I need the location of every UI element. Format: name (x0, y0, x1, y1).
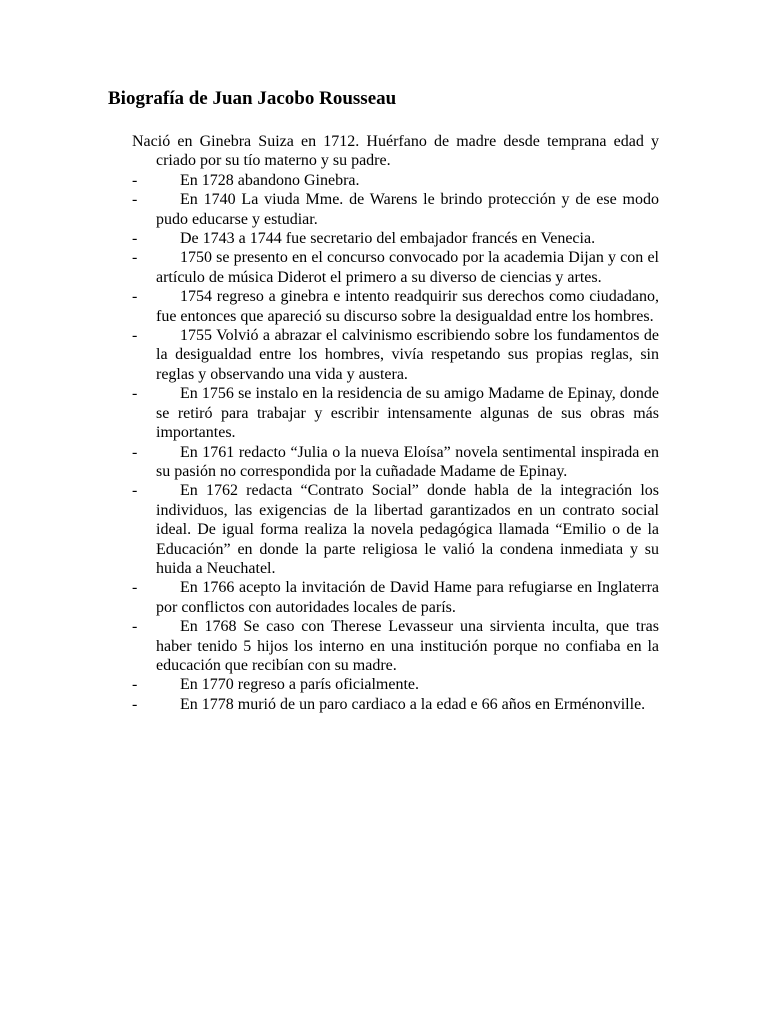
intro-paragraph: Nació en Ginebra Suiza en 1712. Huérfano de madre desde temprana edad y criado por su tío materno y su padre. (132, 133, 659, 170)
list-item-text: En 1766 acepto la invitación de David Hame para refugiarse en Inglaterra por conflictos con autoridades locales de parís. (156, 579, 659, 616)
list-item (132, 287, 659, 326)
list-item (132, 190, 659, 229)
list-item-text: En 1761 redacto “Julia o la nueva Eloísa” novela sentimental inspirada en su pasión no correspondida por la cuñadade Madame de Epinay. (156, 443, 659, 480)
list-item (132, 675, 659, 694)
list-item (132, 481, 659, 578)
document-title: Biografía de Juan Jacobo Rousseau (108, 88, 397, 109)
list-item-text: En 1762 redacta “Contrato Social” donde habla de la integración los individuos, las exigencias de la libertad garantizados en un contrato social ideal. De igual forma realiza la novela pedagógica llamada “Emilio o de la Educación” en donde la parte religiosa le valió la condena inmediata y su huida a Neuchatel. (156, 482, 659, 577)
list-item (132, 384, 659, 442)
list-item-text: En 1778 murió de un paro cardiaco a la edad e 66 años en Erménonville. (180, 695, 646, 713)
list-item-text: De 1743 a 1744 fue secretario del embajador francés en Venecia. (180, 230, 596, 248)
list-item-text: En 1770 regreso a parís oficialmente. (180, 676, 420, 694)
list-item-text: En 1768 Se caso con Therese Levasseur una sirvienta inculta, que tras haber tenido 5 hijos los interno en una institución porque no confiaba en la educación que recibían con su madre. (156, 618, 659, 674)
list-item (132, 617, 659, 675)
list-item (132, 248, 659, 287)
list-item-text: En 1756 se instalo en la residencia de su amigo Madame de Epinay, donde se retiró para trabajar y escribir intensamente algunas de sus obras más importantes. (156, 385, 659, 442)
list-item (132, 326, 659, 384)
list-item-text: En 1740 La viuda Mme. de Warens le brindo protección y de ese modo pudo educarse y estudiar. (156, 191, 659, 228)
list-item (132, 229, 659, 248)
list-item (132, 171, 659, 190)
list-item-text: 1750 se presento en el concurso convocado por la academia Dijan y con el artículo de música Diderot el primero a su diverso de ciencias y artes. (156, 249, 659, 286)
list-item (132, 443, 659, 482)
document-body (132, 132, 659, 714)
list-item-text: En 1728 abandono Ginebra. (180, 171, 360, 189)
timeline-list (132, 171, 659, 714)
list-item (132, 695, 659, 714)
list-item (132, 578, 659, 617)
list-item-text: 1754 regreso a ginebra e intento readquirir sus derechos como ciudadano, fue entonces que apareció su discurso sobre la desigualdad entre los hombres. (156, 288, 659, 325)
list-item-text: 1755 Volvió a abrazar el calvinismo escribiendo sobre los fundamentos de la desigualdad entre los hombres, vivía respetando sus propias reglas, sin reglas y observando una vida y austera. (156, 327, 659, 383)
